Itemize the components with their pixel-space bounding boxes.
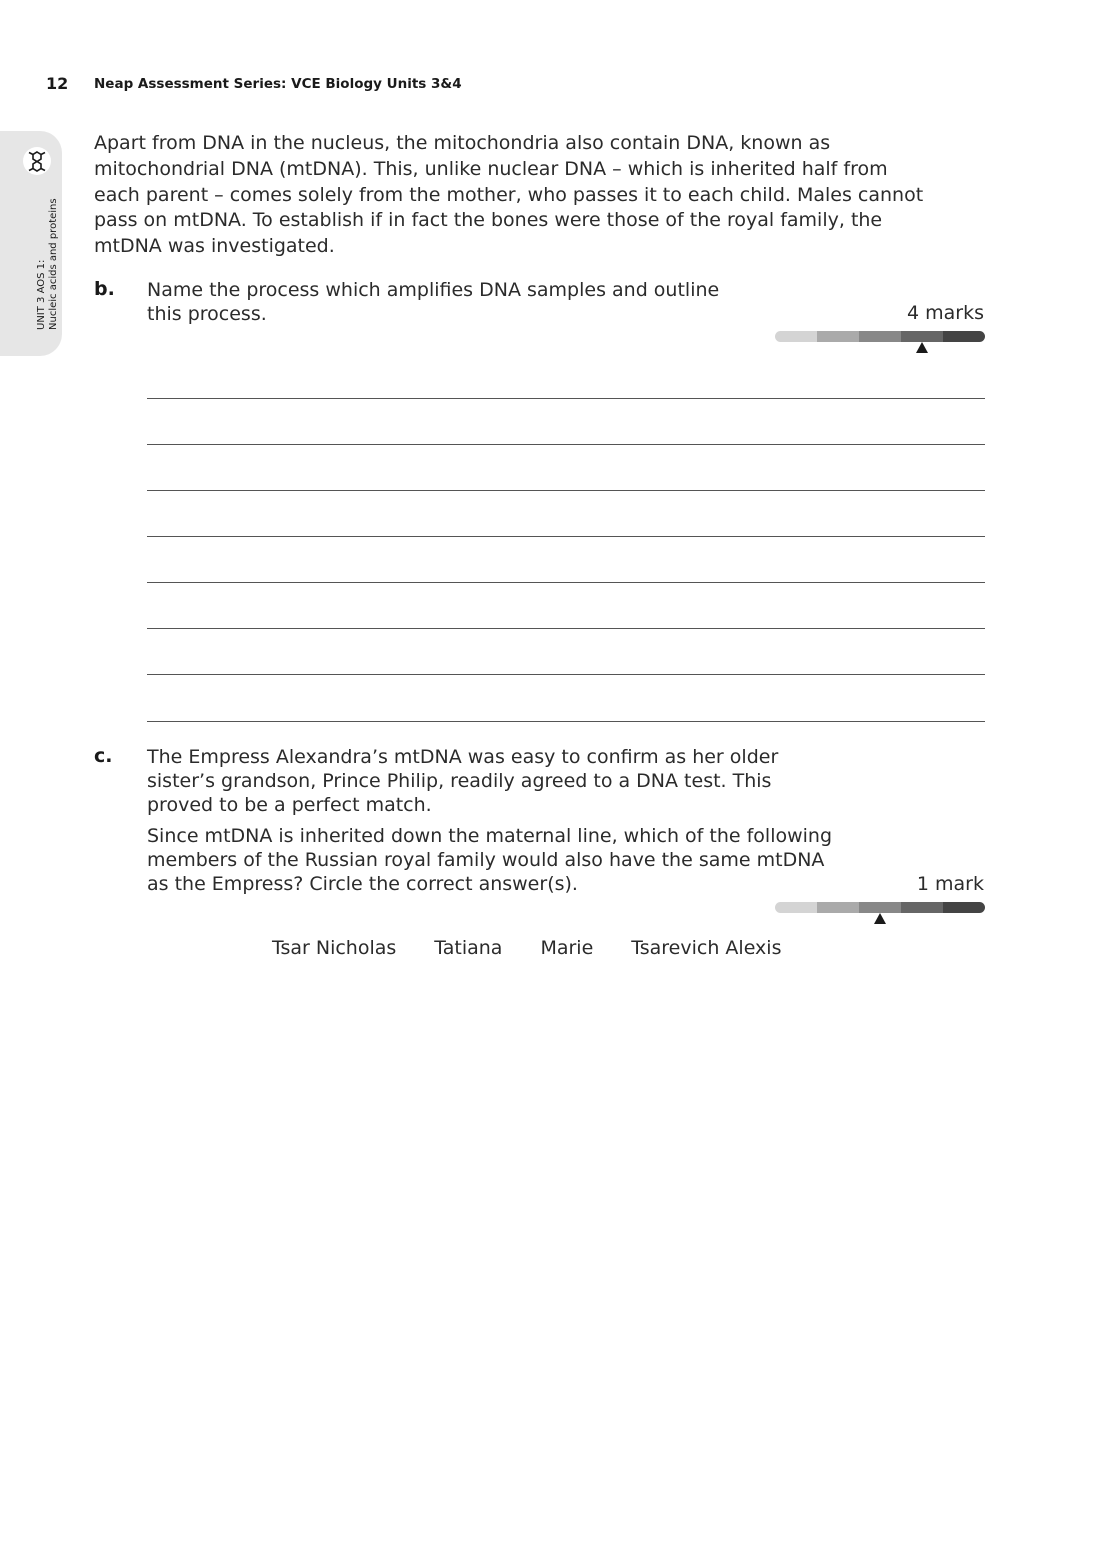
difficulty-segment xyxy=(775,902,817,913)
question-b-line: this process. xyxy=(147,303,267,325)
answer-line[interactable] xyxy=(147,490,985,491)
side-tab-label xyxy=(36,198,60,330)
question-c-paragraph-2 xyxy=(147,824,832,896)
question-b-line: Name the process which amplifies DNA samples and outline xyxy=(147,279,720,301)
answer-line[interactable] xyxy=(147,444,985,445)
option-tsar-nicholas[interactable]: Tsar Nicholas xyxy=(272,937,397,959)
question-b-difficulty-pointer xyxy=(916,342,928,353)
question-c-letter: c. xyxy=(94,745,113,767)
question-b-letter: b. xyxy=(94,278,115,300)
answer-line[interactable] xyxy=(147,674,985,675)
intro-line: mitochondrial DNA (mtDNA). This, unlike nuclear DNA – which is inherited half from xyxy=(94,157,888,180)
page-number: 12 xyxy=(46,74,69,93)
running-header: Neap Assessment Series: VCE Biology Units 3&4 xyxy=(94,76,462,92)
difficulty-segment xyxy=(859,331,901,342)
question-c-marks: 1 mark xyxy=(916,873,984,895)
question-c-paragraph-1 xyxy=(147,745,778,817)
question-b-text xyxy=(147,278,719,326)
question-b-marks: 4 marks xyxy=(907,302,984,324)
question-c-line: Since mtDNA is inherited down the maternal line, which of the following xyxy=(147,825,833,847)
difficulty-segment xyxy=(859,902,901,913)
question-c-line: as the Empress? Circle the correct answer(s). xyxy=(147,873,578,895)
intro-line: pass on mtDNA. To establish if in fact the bones were those of the royal family, the xyxy=(94,209,883,232)
intro-line: Apart from DNA in the nucleus, the mitochondria also contain DNA, known as xyxy=(94,132,831,154)
difficulty-segment xyxy=(943,902,985,913)
dna-molecule-icon xyxy=(23,147,51,175)
difficulty-segment xyxy=(775,331,817,342)
question-c-line: The Empress Alexandra’s mtDNA was easy to confirm as her older xyxy=(147,746,779,768)
question-c-difficulty-pointer xyxy=(874,913,886,924)
side-tab-topic: Nucleic acids and proteins xyxy=(48,198,59,330)
question-c-line: proved to be a perfect match. xyxy=(147,794,432,816)
difficulty-segment xyxy=(817,902,859,913)
answer-line[interactable] xyxy=(147,398,985,399)
option-tatiana[interactable]: Tatiana xyxy=(434,937,503,959)
answer-line[interactable] xyxy=(147,628,985,629)
answer-options xyxy=(272,937,781,959)
difficulty-segment xyxy=(901,902,943,913)
answer-line[interactable] xyxy=(147,721,985,722)
question-c-line: members of the Russian royal family would also have the same mtDNA xyxy=(147,849,825,871)
option-tsarevich-alexis[interactable]: Tsarevich Alexis xyxy=(631,937,782,959)
question-c-line: sister’s grandson, Prince Philip, readily agreed to a DNA test. This xyxy=(147,770,772,792)
answer-line[interactable] xyxy=(147,536,985,537)
side-tab-unit: UNIT 3 AOS 1: xyxy=(36,259,47,330)
question-b-difficulty-bar xyxy=(775,331,985,342)
answer-line[interactable] xyxy=(147,582,985,583)
difficulty-segment xyxy=(901,331,943,342)
intro-line: mtDNA was investigated. xyxy=(94,235,335,258)
question-c-difficulty-bar xyxy=(775,902,985,913)
option-marie[interactable]: Marie xyxy=(540,937,594,959)
intro-line: each parent – comes solely from the mother, who passes it to each child. Males cannot xyxy=(94,183,924,206)
difficulty-segment xyxy=(817,331,859,342)
difficulty-segment xyxy=(943,331,985,342)
intro-paragraph xyxy=(94,131,984,260)
